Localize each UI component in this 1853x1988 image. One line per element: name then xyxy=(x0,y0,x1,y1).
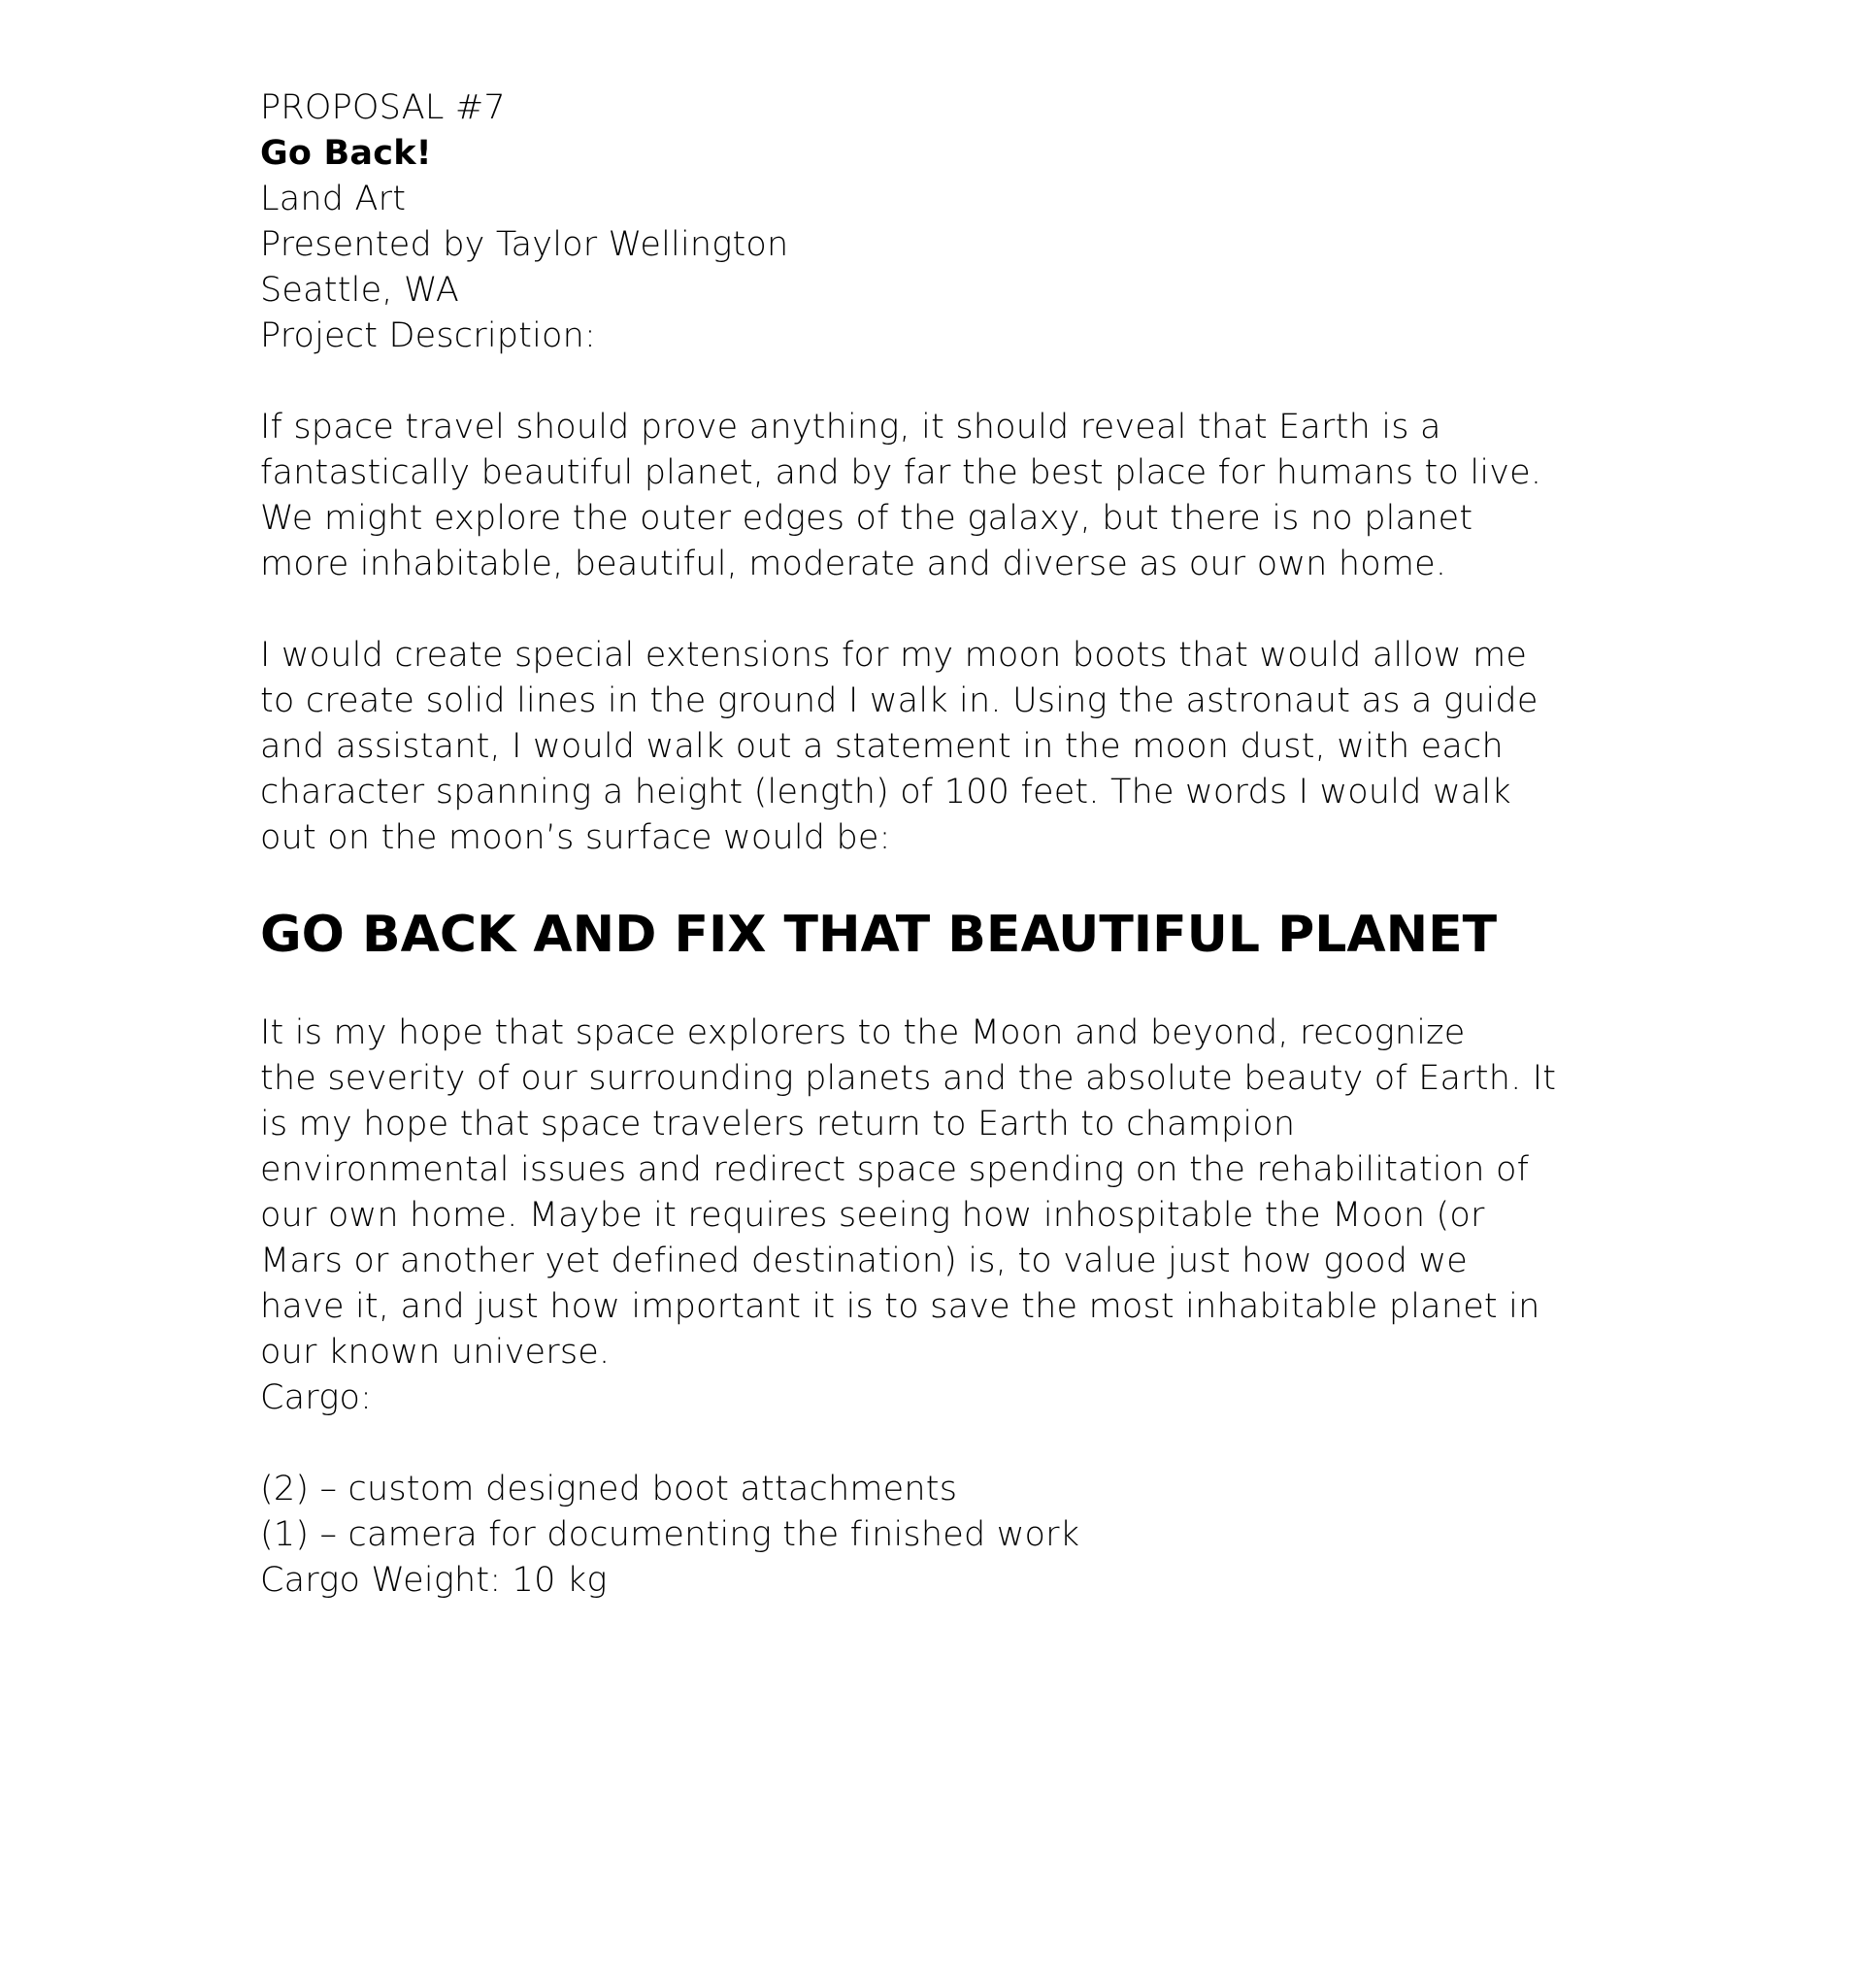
paragraph-line: fantastically beautiful planet, and by far the best place for humans to live. xyxy=(260,453,1542,492)
paragraph-line: environmental issues and redirect space spending on the rehabilitation of xyxy=(260,1150,1530,1189)
cargo-weight: Cargo Weight: 10 kg xyxy=(260,1561,608,1600)
paragraph-line: to create solid lines in the ground I walk in. Using the astronaut as a guide xyxy=(260,681,1539,720)
statement-heading: GO BACK AND FIX THAT BEAUTIFUL PLANET xyxy=(260,906,1498,964)
paragraph-line: is my hope that space travelers return to Earth to champion xyxy=(260,1105,1296,1143)
paragraph-line: out on the moon’s surface would be: xyxy=(260,818,891,857)
paragraph-1 xyxy=(260,405,1600,587)
paragraph-line: Mars or another yet defined destination) is, to value just how good we xyxy=(260,1242,1469,1280)
location: Seattle, WA xyxy=(260,271,459,310)
paragraph-line: have it, and just how important it is to save the most inhabitable planet in xyxy=(260,1287,1540,1326)
paragraph-line: the severity of our surrounding planets and the absolute beauty of Earth. It xyxy=(260,1059,1557,1098)
cargo-item: (1) – camera for documenting the finished work xyxy=(260,1515,1080,1554)
cargo-item: (2) – custom designed boot attachments xyxy=(260,1470,958,1508)
paragraph-line: If space travel should prove anything, it should reveal that Earth is a xyxy=(260,408,1441,447)
cargo-list xyxy=(260,1467,1600,1558)
paragraph-line: our known universe. xyxy=(260,1333,611,1372)
paragraph-line: character spanning a height (length) of 100 feet. The words I would walk xyxy=(260,773,1511,812)
proposal-number: PROPOSAL #7 xyxy=(260,88,506,127)
paragraph-line: our own home. Maybe it requires seeing how inhospitable the Moon (or xyxy=(260,1196,1485,1235)
cargo-label: Cargo: xyxy=(260,1378,373,1417)
paragraph-line: I would create special extensions for my moon boots that would allow me xyxy=(260,636,1528,675)
document-body xyxy=(260,85,1600,1604)
paragraph-line: and assistant, I would walk out a statement in the moon dust, with each xyxy=(260,727,1504,766)
paragraph-line: It is my hope that space explorers to the Moon and beyond, recognize xyxy=(260,1013,1466,1052)
paragraph-line: more inhabitable, beautiful, moderate and diverse as our own home. xyxy=(260,545,1447,583)
proposal-title: Go Back! xyxy=(260,134,432,173)
paragraph-line: We might explore the outer edges of the galaxy, but there is no planet xyxy=(260,499,1473,538)
paragraph-2 xyxy=(260,633,1600,861)
presenter: Presented by Taylor Wellington xyxy=(260,225,789,264)
paragraph-3 xyxy=(260,1011,1600,1375)
proposal-category: Land Art xyxy=(260,180,407,218)
description-label: Project Description: xyxy=(260,316,597,355)
